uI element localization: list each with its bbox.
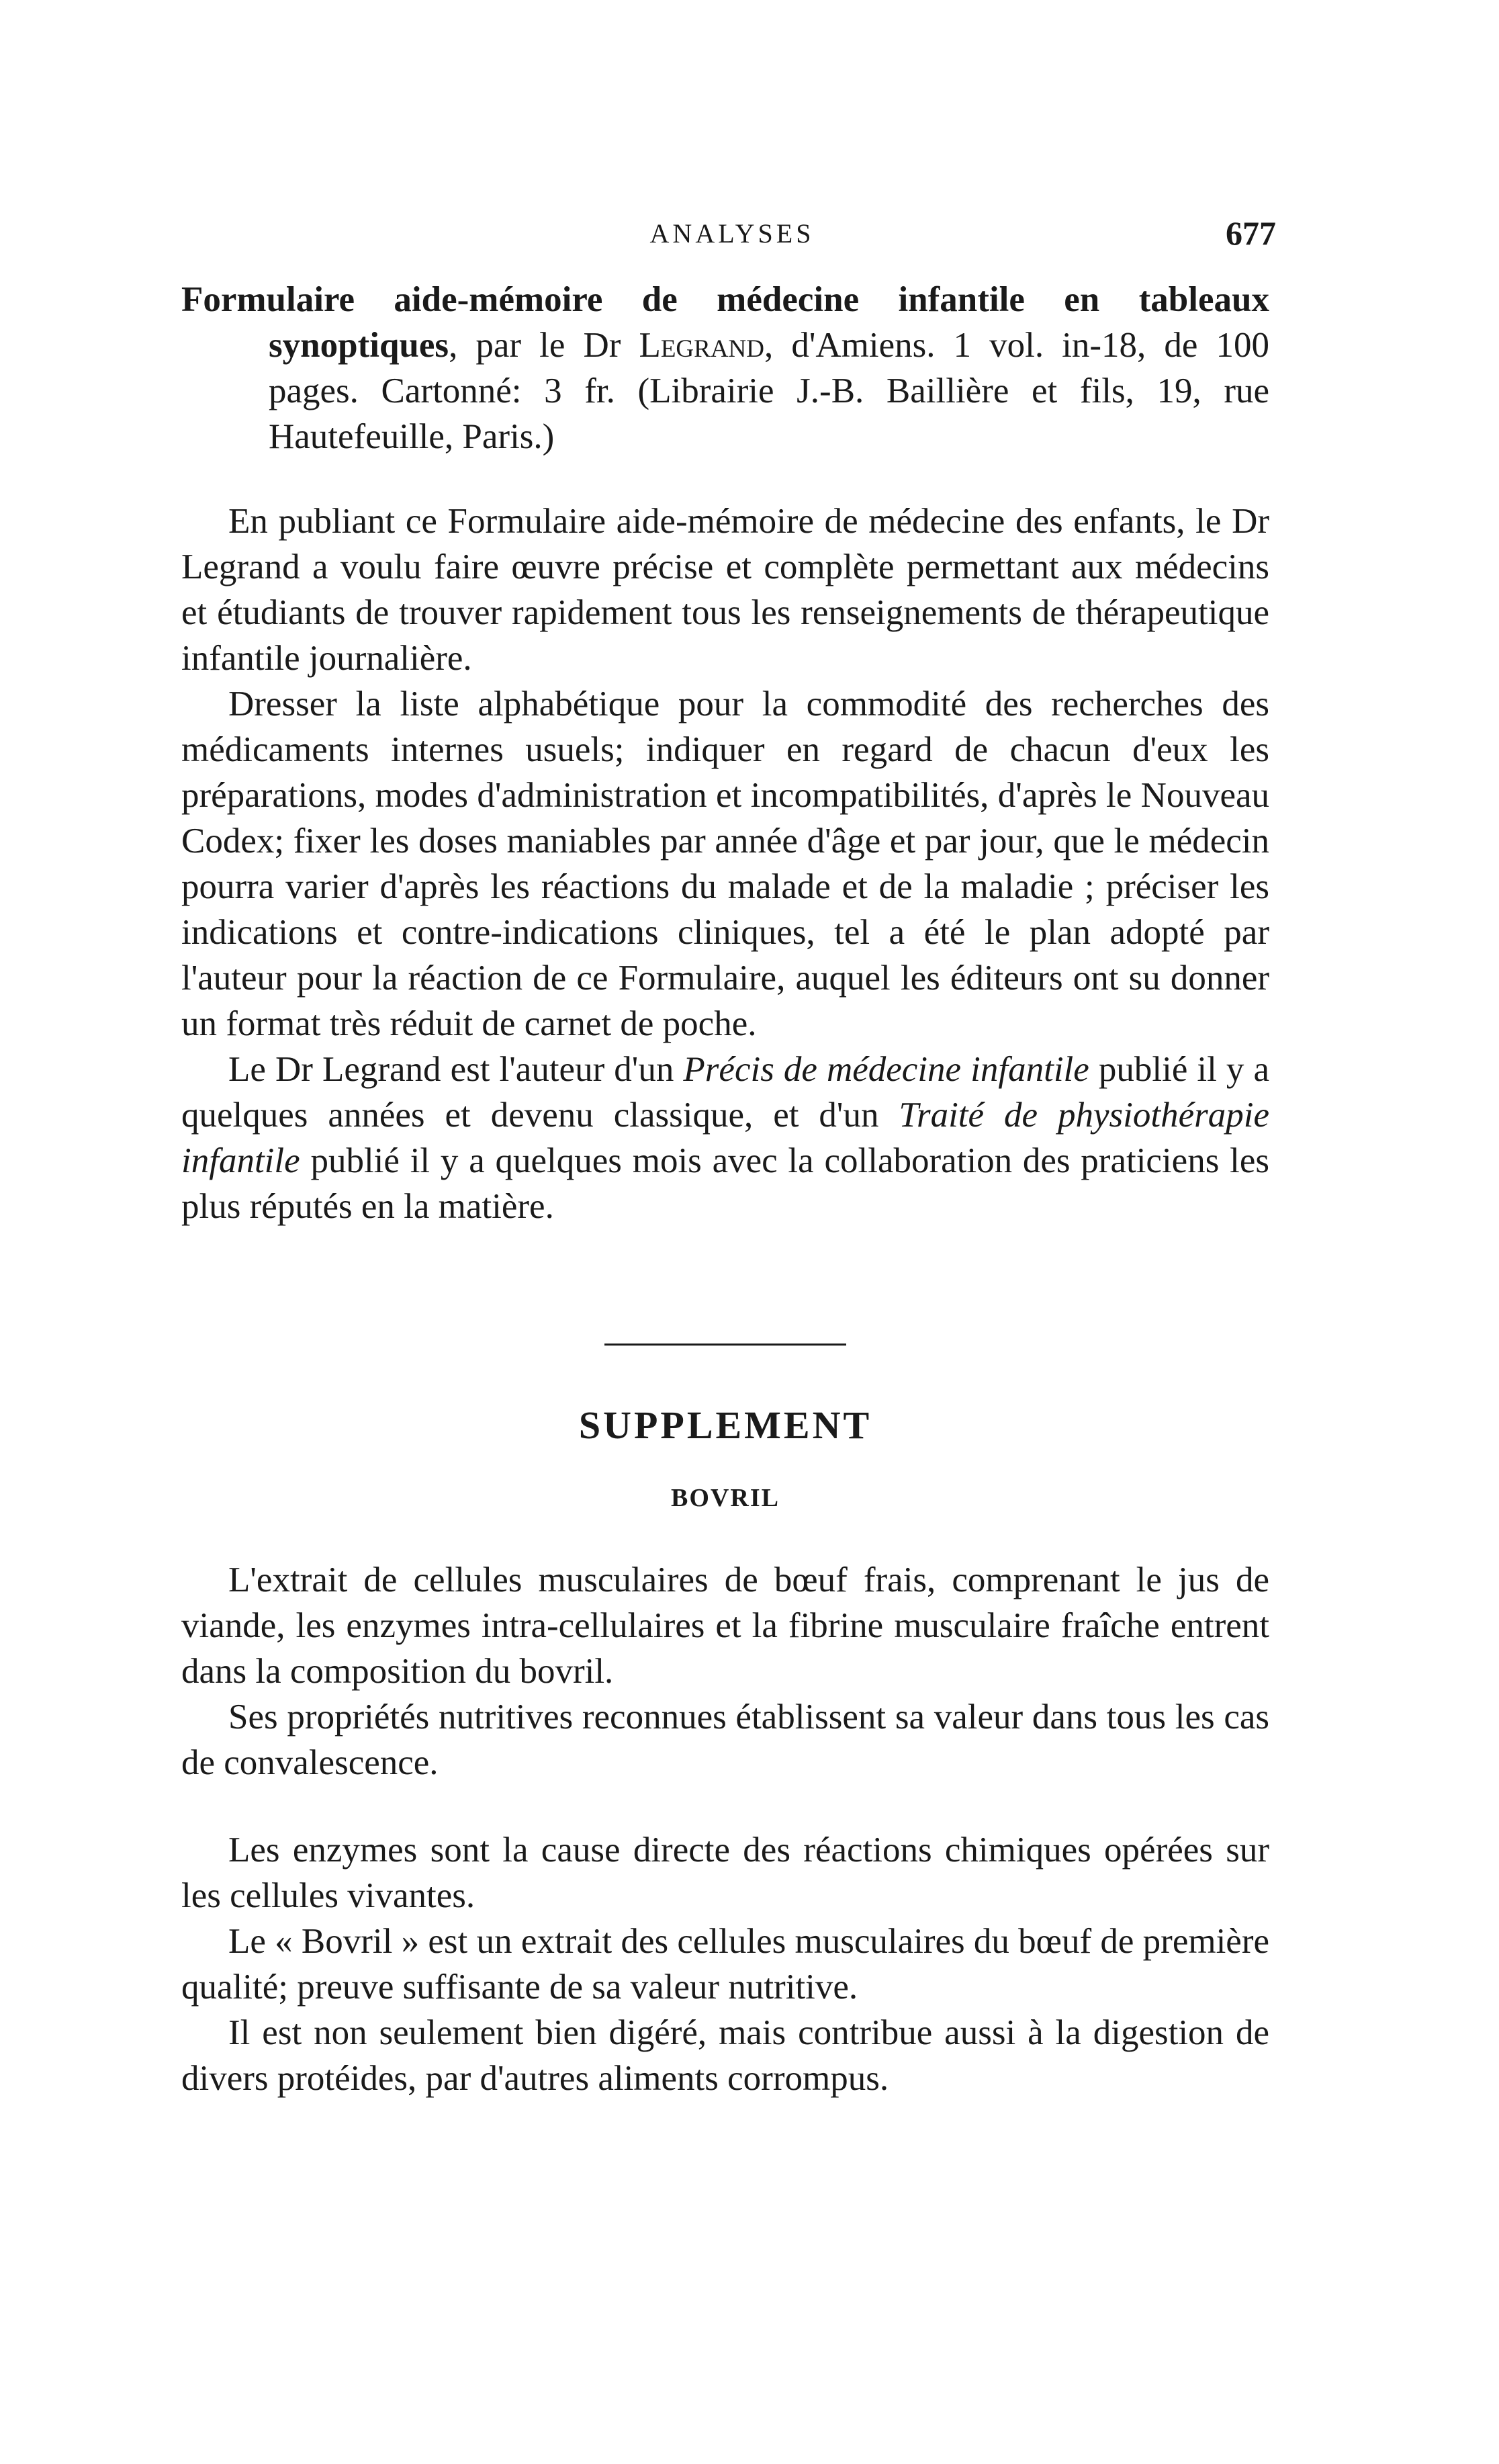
bibliographic-entry <box>181 277 1269 459</box>
supplement-paragraph-1: L'extrait de cellules musculaires de bœuf frais, comprenant le jus de viande, les enzymes intra-cellulaires et la fibrine musculaire fraîche entrent dans la composition du bovril. <box>181 1560 1269 1691</box>
review-p3-title-precis: Précis de médecine infantile <box>683 1050 1089 1089</box>
supplement-paragraph-5: Il est non seulement bien digéré, mais contribue aussi à la digestion de divers protéides, par d'autres aliments corrompus. <box>181 2013 1269 2098</box>
review-p3-text-a: Le Dr Legrand est l'auteur d'un <box>228 1050 684 1089</box>
subsection-title: BOVRIL <box>671 1484 780 1512</box>
review-p3-text-c: publié il y a quelques années et devenu classique, et d'un <box>181 1050 1270 1135</box>
section-divider <box>604 1344 846 1346</box>
book-author: Legrand <box>639 326 764 365</box>
entry-details: , d'Amiens. 1 vol. in-18, de 100 pages. Cartonné: 3 fr. (Librairie J.-B. Baillière et fils, 19, rue Hautefeuille, Paris.) <box>269 326 1269 456</box>
review-paragraph-2: Dresser la liste alphabétique pour la commodité des recherches des médicaments internes usuels; indiquer en regard de chacun d'eux les préparations, modes d'administration et incompatibilités, d'après le Nouveau Codex; fixer les doses maniables par année d'âge et par jour, que le médecin pourra varier d'après les réactions du malade et de la maladie ; préciser les indications et contre-indications cliniques, tel a été le plan adopté par l'auteur pour la réaction de ce Formulaire, auquel les éditeurs ont su donner un format très réduit de carnet de poche. <box>181 685 1269 1043</box>
page-number: 677 <box>1226 214 1276 252</box>
review-p3-text-e: publié il y a quelques mois avec la collaboration des praticiens les plus réputés en la matière. <box>181 1141 1269 1226</box>
book-title: Formulaire aide-mémoire de médecine infantile en tableaux synoptiques <box>181 280 1269 365</box>
review-p3-title-traite: Traité de physiothérapie infantile <box>181 1096 1269 1180</box>
supplement-text-1 <box>181 1557 1269 1786</box>
supplement-paragraph-2: Ses propriétés nutritives reconnues établissent sa valeur dans tous les cas de convalescence. <box>181 1698 1269 1782</box>
page-header <box>188 214 1276 254</box>
review-paragraph-1: En publiant ce Formulaire aide-mémoire de médecine des enfants, le Dr Legrand a voulu faire œuvre précise et complète permettant aux médecins et étudiants de trouver rapidement tous les renseignements de thérapeutique infantile journalière. <box>181 502 1269 678</box>
supplement-paragraph-4: Le « Bovril » est un extrait des cellules musculaires du bœuf de première qualité; preuve suffisante de sa valeur nutritive. <box>181 1922 1269 2007</box>
supplement-text-2 <box>181 1827 1269 2101</box>
bibliographic-entry-text <box>181 277 1269 459</box>
review-paragraph-3 <box>181 1047 1269 1229</box>
section-title: SUPPLEMENT <box>578 1403 872 1447</box>
review-text <box>181 498 1269 1229</box>
running-head: ANALYSES <box>649 218 815 249</box>
supplement-paragraph-3: Les enzymes sont la cause directe des réactions chimiques opérées sur les cellules vivantes. <box>181 1831 1269 1915</box>
entry-by: , par le Dr <box>449 326 639 365</box>
